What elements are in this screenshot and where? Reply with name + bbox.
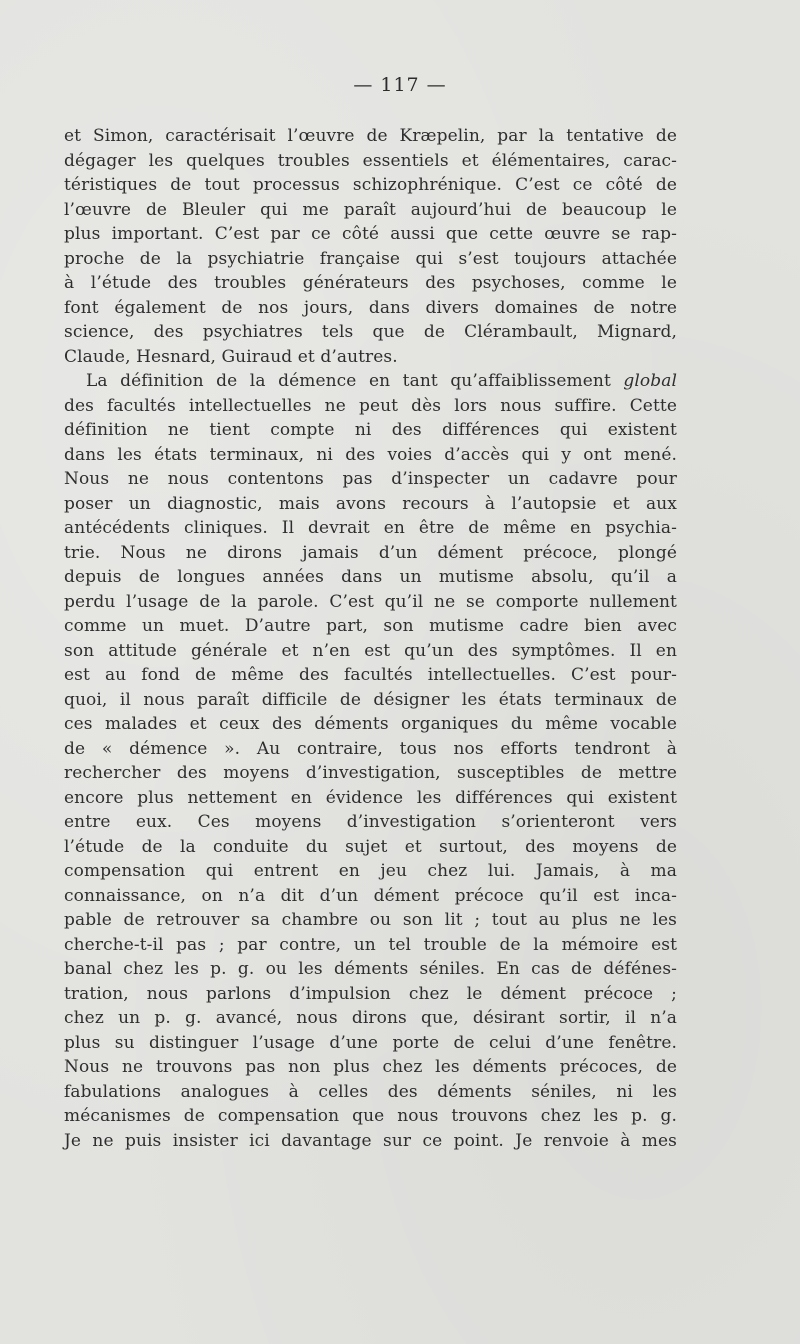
text-line: fabulations analogues à celles des déments séniles, ni les bbox=[64, 1081, 677, 1102]
body-text bbox=[64, 124, 677, 1153]
text-line: mécanismes de compensation que nous trouvons chez les p. g. bbox=[64, 1106, 677, 1126]
text-line: trie. Nous ne dirons jamais d’un dément précoce, plongé bbox=[64, 542, 677, 563]
text-line: tration, nous parlons d’impulsion chez le dément précoce ; bbox=[64, 983, 677, 1004]
text-line: et Simon, caractérisait l’œuvre de Kræpelin, par la tentative de bbox=[64, 126, 677, 146]
text-line: connaissance, on n’a dit d’un dément précoce qu’il est inca- bbox=[64, 885, 677, 906]
text-line: entre eux. Ces moyens d’investigation s’orienteront vers bbox=[64, 812, 677, 832]
text-line: Je ne puis insister ici davantage sur ce point. Je renvoie à mes bbox=[64, 1130, 677, 1151]
text-line: encore plus nettement en évidence les différences qui existent bbox=[64, 787, 677, 808]
text-line: dégager les quelques troubles essentiels et élémentaires, carac- bbox=[64, 150, 677, 171]
text-line: banal chez les p. g. ou les déments séniles. En cas de défénes- bbox=[64, 959, 677, 979]
text-line: compensation qui entrent en jeu chez lui. Jamais, à ma bbox=[64, 861, 677, 881]
text-line: proche de la psychiatrie française qui s’est toujours attachée bbox=[64, 248, 677, 269]
text-line-paragraph-end: Claude, Hesnard, Guiraud et d’autres. bbox=[64, 346, 398, 367]
text-line: plus important. C’est par ce côté aussi que cette œuvre se rap- bbox=[64, 224, 677, 244]
text-line: quoi, il nous paraît difficile de désigner les états terminaux de bbox=[64, 689, 677, 710]
text-line: Nous ne trouvons pas non plus chez les déments précoces, de bbox=[64, 1057, 677, 1077]
text-run: La définition de la démence en tant qu’affaiblissement bbox=[86, 371, 624, 391]
text-line: antécédents cliniques. Il devrait en être de même en psychia- bbox=[64, 518, 677, 538]
text-line: depuis de longues années dans un mutisme absolu, qu’il a bbox=[64, 567, 677, 587]
text-line: cherche-t-il pas ; par contre, un tel trouble de la mémoire est bbox=[64, 934, 677, 955]
text-line: de « démence ». Au contraire, tous nos efforts tendront à bbox=[64, 738, 677, 759]
text-line: font également de nos jours, dans divers domaines de notre bbox=[64, 297, 677, 318]
text-line: science, des psychiatres tels que de Clérambault, Mignard, bbox=[64, 322, 677, 342]
text-line: définition ne tient compte ni des différences qui existent bbox=[64, 420, 677, 440]
text-line: Nous ne nous contentons pas d’inspecter un cadavre pour bbox=[64, 469, 677, 489]
text-line: pable de retrouver sa chambre ou son lit ; tout au plus ne les bbox=[64, 910, 677, 930]
text-line: poser un diagnostic, mais avons recours à l’autopsie et aux bbox=[64, 493, 677, 514]
text-line: est au fond de même des facultés intellectuelles. C’est pour- bbox=[64, 665, 677, 685]
text-line: l’étude de la conduite du sujet et surtout, des moyens de bbox=[64, 836, 677, 857]
text-line: des facultés intellectuelles ne peut dès lors nous suffire. Cette bbox=[64, 395, 677, 416]
text-line: l’œuvre de Bleuler qui me paraît aujourd’hui de beaucoup le bbox=[64, 199, 677, 220]
text-line: son attitude générale et n’en est qu’un des symptômes. Il en bbox=[64, 640, 677, 661]
text-line: plus su distinguer l’usage d’une porte de celui d’une fenêtre. bbox=[64, 1032, 677, 1053]
italic-word: global bbox=[623, 371, 677, 391]
text-line: perdu l’usage de la parole. C’est qu’il ne se comporte nullement bbox=[64, 591, 677, 612]
text-line: rechercher des moyens d’investigation, susceptibles de mettre bbox=[64, 763, 677, 783]
text-line: ces malades et ceux des déments organiques du même vocable bbox=[64, 714, 677, 734]
text-line: à l’étude des troubles générateurs des psychoses, comme le bbox=[64, 273, 677, 293]
text-line-paragraph-start bbox=[64, 369, 677, 394]
text-line: chez un p. g. avancé, nous dirons que, désirant sortir, il n’a bbox=[64, 1008, 677, 1028]
page-number: — 117 — bbox=[353, 74, 447, 96]
text-line: téristiques de tout processus schizophrénique. C’est ce côté de bbox=[64, 175, 677, 195]
text-line: comme un muet. D’autre part, son mutisme cadre bien avec bbox=[64, 616, 677, 636]
text-line: dans les états terminaux, ni des voies d’accès qui y ont mené. bbox=[64, 444, 677, 465]
